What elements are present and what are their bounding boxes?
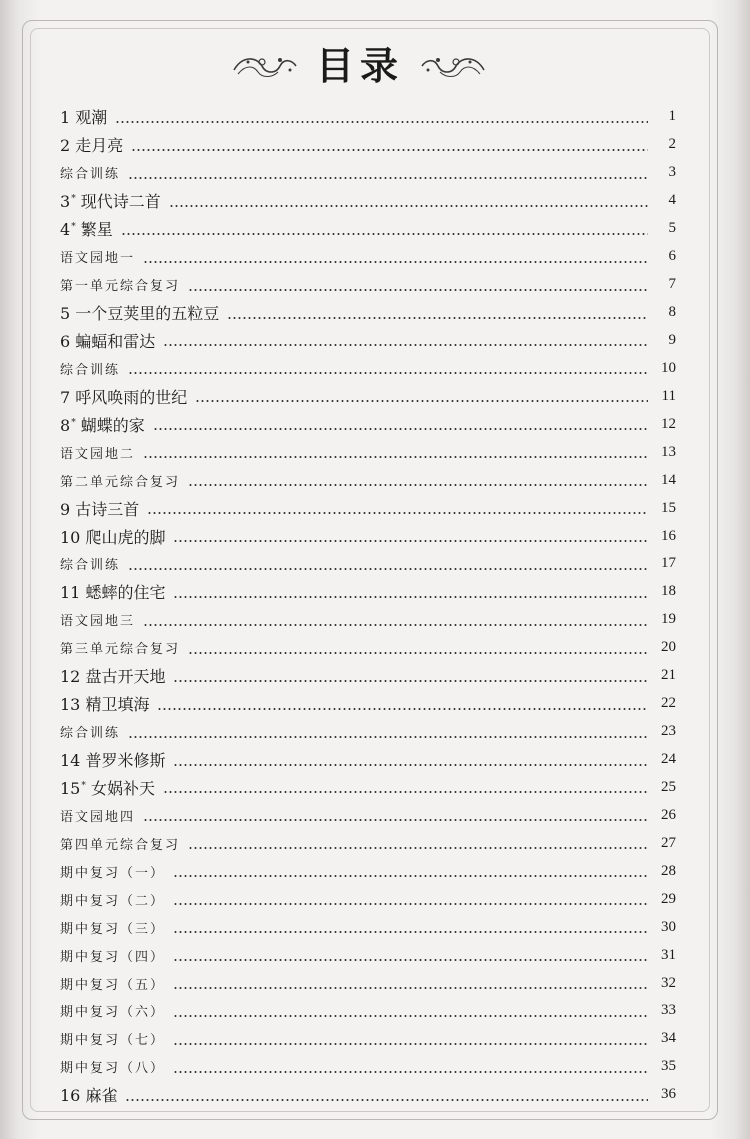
toc-header: [0, 36, 750, 96]
toc-entry-label: [60, 806, 143, 825]
toc-entry-title: 期中复习（八）: [60, 1061, 166, 1077]
toc-page-number: 12: [661, 415, 676, 432]
toc-entry[interactable]: [60, 271, 676, 299]
toc-page-number: 4: [668, 192, 676, 209]
toc-entry-label: [60, 329, 163, 352]
toc-entry-star: *: [71, 194, 76, 205]
toc-entry-number: 6: [60, 331, 71, 351]
toc-entry[interactable]: [60, 159, 676, 187]
dot-leader: [143, 624, 648, 626]
toc-entry-label: [60, 1083, 125, 1106]
table-of-contents: [60, 103, 676, 1109]
toc-page-number: 16: [661, 527, 676, 544]
toc-entry-title: 一个豆荚里的五粒豆: [75, 304, 220, 324]
toc-entry-star: *: [71, 222, 76, 233]
toc-entry-label: [60, 497, 147, 520]
toc-entry-title: 语文园地三: [60, 614, 136, 630]
toc-entry-label: [60, 776, 163, 799]
toc-entry-title: 期中复习（二）: [60, 893, 166, 909]
toc-page-number: 3: [668, 164, 676, 181]
toc-entry-title: 女娲补天: [90, 778, 155, 798]
toc-entry-number: 15: [60, 778, 81, 798]
toc-entry[interactable]: [60, 410, 676, 438]
toc-page-number: 5: [668, 220, 676, 237]
toc-entry-label: [60, 1001, 173, 1020]
toc-page-number: 35: [661, 1058, 676, 1075]
toc-entry-label: [60, 1029, 173, 1048]
toc-entry-title: 期中复习（四）: [60, 949, 166, 965]
toc-entry-title: 综合训练: [60, 362, 121, 378]
toc-entry-title: 第一单元综合复习: [60, 279, 181, 295]
toc-entry[interactable]: [60, 662, 676, 690]
dot-leader: [173, 1071, 648, 1073]
dot-leader: [188, 484, 648, 486]
toc-entry-number: 11: [60, 583, 81, 603]
toc-entry-title: 综合训练: [60, 167, 121, 183]
toc-entry-label: [60, 413, 153, 436]
toc-entry-title: 第四单元综合复习: [60, 837, 181, 853]
toc-entry[interactable]: [60, 494, 676, 522]
toc-page-number: 18: [661, 583, 676, 600]
toc-entry[interactable]: [60, 718, 676, 746]
toc-entry[interactable]: [60, 746, 676, 774]
toc-entry-number: 16: [60, 1086, 81, 1106]
toc-entry-label: [60, 133, 131, 156]
toc-entry-title: 蟋蟀的住宅: [85, 583, 166, 603]
toc-entry-number: 2: [60, 136, 71, 156]
dot-leader: [173, 875, 648, 877]
dot-leader: [173, 1043, 648, 1045]
toc-entry-title: 爬山虎的脚: [85, 527, 166, 547]
toc-entry-label: [60, 163, 128, 182]
toc-entry[interactable]: [60, 634, 676, 662]
toc-entry-title: 语文园地四: [60, 809, 136, 825]
dot-leader: [125, 1099, 648, 1101]
toc-entry-number: 8: [60, 415, 71, 435]
dot-leader: [131, 149, 648, 151]
toc-entry[interactable]: [60, 187, 676, 215]
toc-entry[interactable]: [60, 606, 676, 634]
dot-leader: [188, 847, 648, 849]
toc-page-number: 23: [661, 723, 676, 740]
toc-entry[interactable]: [60, 131, 676, 159]
toc-page-number: 15: [661, 499, 676, 516]
toc-page-number: 6: [668, 248, 676, 265]
dot-leader: [143, 456, 648, 458]
toc-entry-title: 古诗三首: [75, 499, 140, 519]
toc-page-number: 34: [661, 1030, 676, 1047]
toc-entry-star: *: [71, 417, 76, 428]
dot-leader: [143, 261, 648, 263]
toc-entry[interactable]: [60, 997, 676, 1025]
toc-entry-number: 4: [60, 220, 71, 240]
toc-entry[interactable]: [60, 215, 676, 243]
dot-leader: [128, 736, 648, 738]
dot-leader: [173, 596, 648, 598]
toc-entry-title: 蝴蝶的家: [80, 415, 145, 435]
toc-entry-title: 期中复习（一）: [60, 865, 166, 881]
toc-page-number: 20: [661, 639, 676, 656]
toc-entry-number: 5: [60, 304, 71, 324]
toc-entry-title: 精卫填海: [85, 695, 150, 715]
toc-entry[interactable]: [60, 885, 676, 913]
toc-entry-label: [60, 946, 173, 965]
toc-page-number: 25: [661, 778, 676, 795]
toc-entry[interactable]: [60, 941, 676, 969]
toc-entry-number: 10: [60, 527, 81, 547]
toc-entry-number: 3: [60, 192, 71, 212]
toc-page-number: 30: [661, 918, 676, 935]
toc-entry-label: [60, 247, 143, 266]
dot-leader: [195, 400, 648, 402]
toc-entry[interactable]: [60, 522, 676, 550]
dot-leader: [115, 121, 648, 123]
toc-entry[interactable]: [60, 801, 676, 829]
toc-page-number: 7: [668, 276, 676, 293]
toc-entry-title: 综合训练: [60, 726, 121, 742]
toc-entry-title: 第二单元综合复习: [60, 474, 181, 490]
toc-entry-title: 综合训练: [60, 558, 121, 574]
toc-entry-star: *: [81, 780, 86, 791]
toc-entry-label: [60, 610, 143, 629]
toc-page-number: 29: [661, 890, 676, 907]
toc-entry-title: 走月亮: [75, 136, 124, 156]
dot-leader: [128, 177, 648, 179]
toc-page-number: 28: [661, 862, 676, 879]
toc-page-number: 9: [668, 331, 676, 348]
toc-entry-title: 蝙蝠和雷达: [75, 331, 156, 351]
toc-entry[interactable]: [60, 1025, 676, 1053]
toc-entry-label: [60, 359, 128, 378]
dot-leader: [147, 512, 648, 514]
toc-entry-label: [60, 471, 188, 490]
toc-entry-title: 第三单元综合复习: [60, 642, 181, 658]
toc-entry[interactable]: [60, 578, 676, 606]
toc-entry[interactable]: [60, 1081, 676, 1109]
dot-leader: [157, 708, 648, 710]
dot-leader: [173, 680, 648, 682]
toc-entry[interactable]: [60, 354, 676, 382]
toc-entry[interactable]: [60, 690, 676, 718]
toc-entry-number: 1: [60, 108, 71, 128]
dot-leader: [173, 931, 648, 933]
toc-entry-title: 期中复习（六）: [60, 1005, 166, 1021]
toc-page-number: 13: [661, 443, 676, 460]
toc-entry-label: [60, 692, 157, 715]
toc-entry-number: 12: [60, 667, 81, 687]
dot-leader: [143, 819, 648, 821]
toc-entry-title: 观潮: [75, 108, 108, 128]
dot-leader: [173, 764, 648, 766]
toc-page-number: 17: [661, 555, 676, 572]
toc-page-number: 11: [661, 387, 676, 404]
dot-leader: [169, 205, 648, 207]
toc-entry-label: [60, 217, 121, 240]
toc-entry-number: 7: [60, 387, 71, 407]
toc-entry[interactable]: [60, 829, 676, 857]
toc-entry-label: [60, 189, 169, 212]
toc-entry-label: [60, 105, 115, 128]
toc-entry[interactable]: [60, 299, 676, 327]
toc-entry-label: [60, 748, 173, 771]
toc-entry[interactable]: [60, 382, 676, 410]
toc-page-number: 14: [661, 471, 676, 488]
toc-entry-label: [60, 890, 173, 909]
toc-entry[interactable]: [60, 1053, 676, 1081]
dot-leader: [163, 791, 648, 793]
toc-entry-label: [60, 664, 173, 687]
toc-entry-label: [60, 862, 173, 881]
toc-entry[interactable]: [60, 103, 676, 131]
toc-entry-title: 期中复习（五）: [60, 977, 166, 993]
dot-leader: [128, 568, 648, 570]
toc-page-number: 19: [661, 611, 676, 628]
toc-entry[interactable]: [60, 327, 676, 355]
toc-entry-title: 语文园地二: [60, 446, 136, 462]
dot-leader: [173, 987, 648, 989]
toc-page-number: 10: [661, 359, 676, 376]
toc-entry[interactable]: [60, 774, 676, 802]
toc-entry-label: [60, 580, 173, 603]
toc-page-number: 31: [661, 946, 676, 963]
toc-entry-label: [60, 275, 188, 294]
dot-leader: [163, 344, 648, 346]
toc-entry-number: 14: [60, 751, 81, 771]
dot-leader: [173, 959, 648, 961]
toc-entry-label: [60, 638, 188, 657]
toc-entry-title: 期中复习（三）: [60, 921, 166, 937]
left-ornament-icon: [232, 48, 298, 84]
toc-entry-label: [60, 974, 173, 993]
toc-entry-title: 语文园地一: [60, 251, 136, 267]
toc-entry-label: [60, 301, 227, 324]
dot-leader: [173, 1015, 648, 1017]
toc-entry-title: 呼风唤雨的世纪: [75, 387, 188, 407]
toc-page-number: 27: [661, 834, 676, 851]
toc-entry-title: 现代诗二首: [80, 192, 161, 212]
toc-entry-label: [60, 525, 173, 548]
toc-page-number: 1: [668, 108, 676, 125]
toc-entry-label: [60, 1057, 173, 1076]
dot-leader: [173, 903, 648, 905]
dot-leader: [128, 372, 648, 374]
toc-entry[interactable]: [60, 913, 676, 941]
toc-page-number: 22: [661, 695, 676, 712]
toc-entry-label: [60, 443, 143, 462]
toc-entry[interactable]: [60, 466, 676, 494]
toc-entry-title: 繁星: [80, 220, 113, 240]
toc-page-number: 24: [661, 751, 676, 768]
toc-entry-title: 盘古开天地: [85, 667, 166, 687]
right-ornament-icon: [420, 48, 486, 84]
toc-entry[interactable]: [60, 550, 676, 578]
page-title: 目录: [315, 43, 404, 88]
toc-entry-label: [60, 918, 173, 937]
toc-entry-title: 期中复习（七）: [60, 1033, 166, 1049]
dot-leader: [121, 233, 648, 235]
toc-entry-number: 9: [60, 499, 71, 519]
toc-entry-title: 普罗米修斯: [85, 751, 166, 771]
toc-page-number: 26: [661, 806, 676, 823]
toc-entry[interactable]: [60, 243, 676, 271]
toc-entry-label: [60, 834, 188, 853]
toc-page-number: 33: [661, 1002, 676, 1019]
dot-leader: [227, 317, 648, 319]
toc-entry-label: [60, 554, 128, 573]
toc-page-number: 36: [661, 1086, 676, 1103]
toc-entry[interactable]: [60, 969, 676, 997]
dot-leader: [188, 289, 648, 291]
toc-page-number: 8: [668, 304, 676, 321]
toc-entry-label: [60, 722, 128, 741]
toc-page-number: 32: [661, 974, 676, 991]
toc-page-number: 21: [661, 667, 676, 684]
dot-leader: [153, 428, 648, 430]
dot-leader: [173, 540, 648, 542]
toc-entry-label: [60, 385, 195, 408]
toc-entry-title: 麻雀: [85, 1086, 118, 1106]
toc-entry[interactable]: [60, 438, 676, 466]
toc-page-number: 2: [668, 136, 676, 153]
toc-entry-number: 13: [60, 695, 81, 715]
dot-leader: [188, 652, 648, 654]
toc-entry[interactable]: [60, 857, 676, 885]
